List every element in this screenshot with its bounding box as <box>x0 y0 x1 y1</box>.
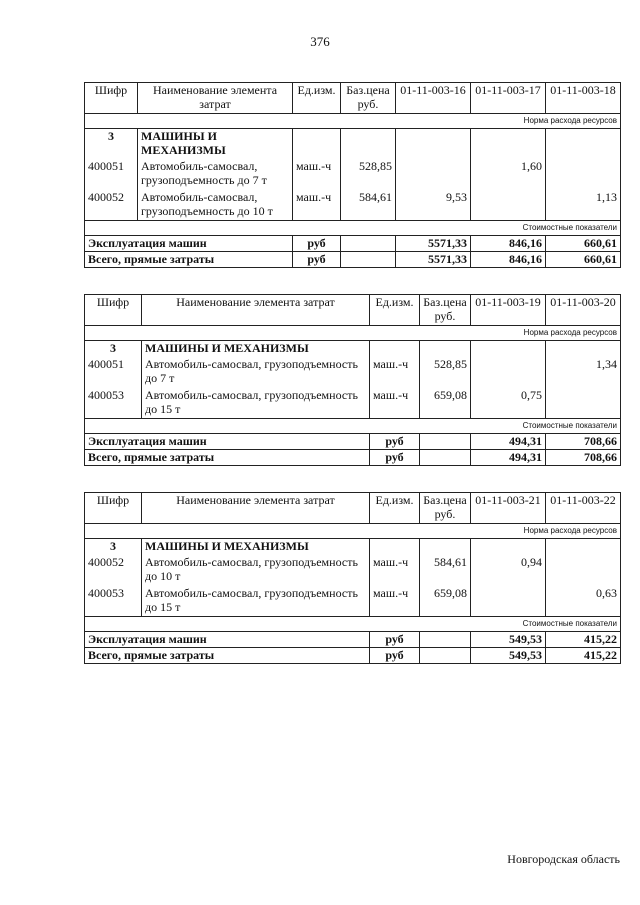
total-value: 708,66 <box>546 434 621 450</box>
total-value: 846,16 <box>471 236 546 252</box>
total-value: 415,22 <box>546 632 621 648</box>
total-value: 5571,33 <box>396 236 471 252</box>
header-base-price: Баз.цена руб. <box>341 83 396 114</box>
row-unit: маш.-ч <box>370 388 420 419</box>
total-unit: руб <box>293 236 341 252</box>
row-code: 400051 <box>85 159 138 190</box>
row-value: 0,63 <box>546 586 621 617</box>
header-name: Наименование элемента затрат <box>142 295 370 326</box>
row-price: 659,08 <box>420 388 471 419</box>
row-code: 400053 <box>85 586 142 617</box>
region-footer: Новгородская область <box>507 852 620 866</box>
row-price: 584,61 <box>341 190 396 221</box>
header-norm-code: 01-11-003-16 <box>396 83 471 114</box>
total-value: 415,22 <box>546 648 621 664</box>
total-value: 494,31 <box>471 450 546 466</box>
header-norm-code: 01-11-003-18 <box>546 83 621 114</box>
row-value <box>546 159 621 190</box>
total-value: 5571,33 <box>396 252 471 268</box>
total-unit: руб <box>370 648 420 664</box>
header-code: Шифр <box>85 493 142 524</box>
row-value: 1,60 <box>471 159 546 190</box>
total-value: 846,16 <box>471 252 546 268</box>
total-unit: руб <box>293 252 341 268</box>
total-name: Всего, прямые затраты <box>85 648 370 664</box>
header-code: Шифр <box>85 83 138 114</box>
resource-norm-table-2 <box>84 294 621 466</box>
cost-label: Стоимостные показатели <box>85 221 621 236</box>
total-name: Всего, прямые затраты <box>85 450 370 466</box>
row-code: 400053 <box>85 388 142 419</box>
row-name: Автомобиль-самосвал, грузоподъемность до 15 т <box>142 586 370 617</box>
row-price: 528,85 <box>420 357 471 388</box>
section-code: 3 <box>85 129 138 159</box>
row-value <box>471 586 546 617</box>
row-name: Автомобиль-самосвал, грузоподъемность до 7 т <box>142 357 370 388</box>
row-unit: маш.-ч <box>293 190 341 221</box>
row-unit: маш.-ч <box>293 159 341 190</box>
total-value: 549,53 <box>471 648 546 664</box>
total-value: 708,66 <box>546 450 621 466</box>
row-name: Автомобиль-самосвал, грузоподъемность до 7 т <box>138 159 293 190</box>
total-value: 660,61 <box>546 236 621 252</box>
total-value: 660,61 <box>546 252 621 268</box>
section-code: 3 <box>85 341 142 357</box>
header-norm-code: 01-11-003-20 <box>546 295 621 326</box>
section-name: МАШИНЫ И МЕХАНИЗМЫ <box>138 129 293 159</box>
row-code: 400052 <box>85 555 142 586</box>
header-base-price: Баз.цена руб. <box>420 493 471 524</box>
cost-label: Стоимостные показатели <box>85 419 621 434</box>
header-norm-code: 01-11-003-22 <box>546 493 621 524</box>
page-number: 376 <box>310 34 330 49</box>
header-unit: Ед.изм. <box>293 83 341 114</box>
total-value: 494,31 <box>471 434 546 450</box>
row-value: 0,75 <box>471 388 546 419</box>
total-name: Всего, прямые затраты <box>85 252 293 268</box>
row-code: 400052 <box>85 190 138 221</box>
total-name: Эксплуатация машин <box>85 236 293 252</box>
row-name: Автомобиль-самосвал, грузоподъемность до 10 т <box>142 555 370 586</box>
header-norm-code: 01-11-003-19 <box>471 295 546 326</box>
row-unit: маш.-ч <box>370 357 420 388</box>
total-name: Эксплуатация машин <box>85 434 370 450</box>
row-price: 584,61 <box>420 555 471 586</box>
total-name: Эксплуатация машин <box>85 632 370 648</box>
cost-label: Стоимостные показатели <box>85 617 621 632</box>
row-unit: маш.-ч <box>370 555 420 586</box>
row-value <box>546 388 621 419</box>
header-code: Шифр <box>85 295 142 326</box>
header-name: Наименование элемента затрат <box>142 493 370 524</box>
total-unit: руб <box>370 450 420 466</box>
resource-norm-table-3 <box>84 492 621 664</box>
norm-label: Норма расхода ресурсов <box>85 326 621 341</box>
row-value <box>546 555 621 586</box>
total-unit: руб <box>370 632 420 648</box>
row-value <box>396 159 471 190</box>
norm-label: Норма расхода ресурсов <box>85 524 621 539</box>
section-name: МАШИНЫ И МЕХАНИЗМЫ <box>142 539 370 555</box>
header-name: Наименование элемента затрат <box>138 83 293 114</box>
total-unit: руб <box>370 434 420 450</box>
header-norm-code: 01-11-003-17 <box>471 83 546 114</box>
header-unit: Ед.изм. <box>370 493 420 524</box>
row-name: Автомобиль-самосвал, грузоподъемность до 10 т <box>138 190 293 221</box>
row-name: Автомобиль-самосвал, грузоподъемность до 15 т <box>142 388 370 419</box>
header-norm-code: 01-11-003-21 <box>471 493 546 524</box>
row-value <box>471 190 546 221</box>
row-value: 9,53 <box>396 190 471 221</box>
header-unit: Ед.изм. <box>370 295 420 326</box>
row-value <box>471 357 546 388</box>
header-base-price: Баз.цена руб. <box>420 295 471 326</box>
row-value: 0,94 <box>471 555 546 586</box>
norm-label: Норма расхода ресурсов <box>85 114 621 129</box>
section-code: 3 <box>85 539 142 555</box>
resource-norm-table-1 <box>84 82 621 268</box>
row-value: 1,13 <box>546 190 621 221</box>
total-value: 549,53 <box>471 632 546 648</box>
row-code: 400051 <box>85 357 142 388</box>
row-price: 528,85 <box>341 159 396 190</box>
row-price: 659,08 <box>420 586 471 617</box>
row-value: 1,34 <box>546 357 621 388</box>
section-name: МАШИНЫ И МЕХАНИЗМЫ <box>142 341 370 357</box>
row-unit: маш.-ч <box>370 586 420 617</box>
